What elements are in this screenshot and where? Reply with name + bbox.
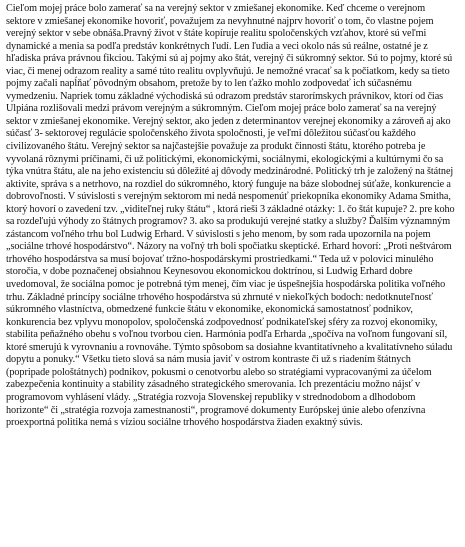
body-paragraph: Cieľom mojej práce bolo zamerať sa na verejný sektor v zmiešanej ekonomike. Keď chceme o verejnom sektore v zmiešanej ekonomike hovoriť, považujem za nevyhnutné najprv hovoriť o tom, čo vlastne pojem verejný sektor v sebe obnáša.Pravný život v štáte kopíruje realitu spoločenských vzťahov, ktoré sú veľmi dynamické a menia sa podľa predstáv konkrétnych ľudí. Len ľudia a veci okolo nás sú reálne, ostatné je z hľadiska práva právnou fikciou. Takými sú aj pojmy ako štát, verejný či súkromný sektor. Sú to pojmy, ktoré sú viac, či menej odrazom reality a samé túto realitu ovplyvňujú. Je nemožné vracať sa k počiatkom, kedy sa tieto pojmy začali napĺňať pôvodným obsahom, pretože by to len ťažko mohlo zodpovedať ich súčasnému vymedzeniu. Napriek tomu základné východiská sú odrazom predstáv starorímskych právnikov, ktorí od čias Ulpiána rozlišovali medzi právom verejným a súkromným. Cieľom mojej práce bolo zamerať sa na verejný sektor v zmiešanej ekonomike. Verejný sektor, ako jeden z determinantov verejnej ekonomiky a zároveň aj ako súčasť 3- sektorovej regulácie spoločenského života spoločnosti, je veľmi dôležitou súčasťou každého civilizovaného štátu. Verejný sektor sa najčastejšie považuje za produkt činnosti štátu, ktorého potreba je vyvolaná rôznymi príčinami, či už politickými, ekonomickými, sociálnymi, ekologickými a kultúrnymi čo sa týka vnútra štátu, ale na jeho existenciu sú dôležité aj dôvody medzinárodné. Politický trh je založený na štátnej aktivite, správa s a netrhovo, na rozdiel do súkromného, ktorý funguje na báze slobodnej súťaže, konkurencie a dobrovoľnosti. V súvislosti s verejným sektorom mi nedá nespomenúť priekopníka ekonomiky Adama Smitha, ktorý hovorí o zavedení tzv. „viditeľnej ruky štátu“ , ktorá rieši 3 základné otázky: 1. čo štát kupuje? 2. pre koho sa rozdeľujú výhody zo štátnych programov? 3. ako sa produkujú verejné statky a služby? Ďalším významným zástancom voľného trhu bol Ludwig Erhard. V súvislosti s jeho menom, by som rada upozornila na pojem „sociálne trhové hospodárstvo“. Názory na voľný trh boli spočiatku skeptické. Erhard hovorí: „Proti neštvárom trhového hospodárstva sa musí bojovať tržno-hospodárskymi prostriedkami.“ Teda už v polovici minulého storočia, v dobe poznačenej obsiahnou Keynesovou ekonomickou doktrínou, si Ludwig Erhard dobre uvedomoval, že sociálna pomoc je potrebná tým menej, čím viac je úspešnejšia hospodárska politika voľného trhu. Základné princípy sociálne trhového hospodárstva sú zhrnuté v niekoľkých bodoch: nedotknuteľnosť súkromného vlastníctva, obmedzené funkcie štátu v ekonomike, ekonomická samostatnosť podnikov, konkurencia bez vplyvu monopolov, spoločenská zodpovednosť podnikateľskej sféry za rozvoj ekonomiky, stabilita peňažného obehu s voľnou tvorbou cien. Harmónia podľa Erharda „spočíva na voľnom fungovaní síl, ktoré smerujú k vyrovnaniu a rovnováhe. Týmto spôsobom sa dosiahne kvantitatívneho a kvalitatívneho súladu dopytu a ponuky.“ Všetku tieto slová sa nám musia javiť v ostrom kontraste či už s riadením štátnych (popripade pološtátnych) podnikov, pokusmi o cenotvorbu alebo so stratégiami vypracovanými za účelom zabezpečenia kontinuity a stability zásadného strategického smerovania. Ich prezentáciu možno nájsť v programovom vyhlásení vlády. „Stratégia rozvoja Slovenskej republiky v strednodobom a dlhodobom horizonte“ či „stratégia rozvoja zamestnanosti“, programové dokumenty Európskej únie alebo ofenzívna proexportná politika nemá s víziou sociálne trhového hospodárstva žiaden exaktný súvis. [6, 3, 455, 429]
